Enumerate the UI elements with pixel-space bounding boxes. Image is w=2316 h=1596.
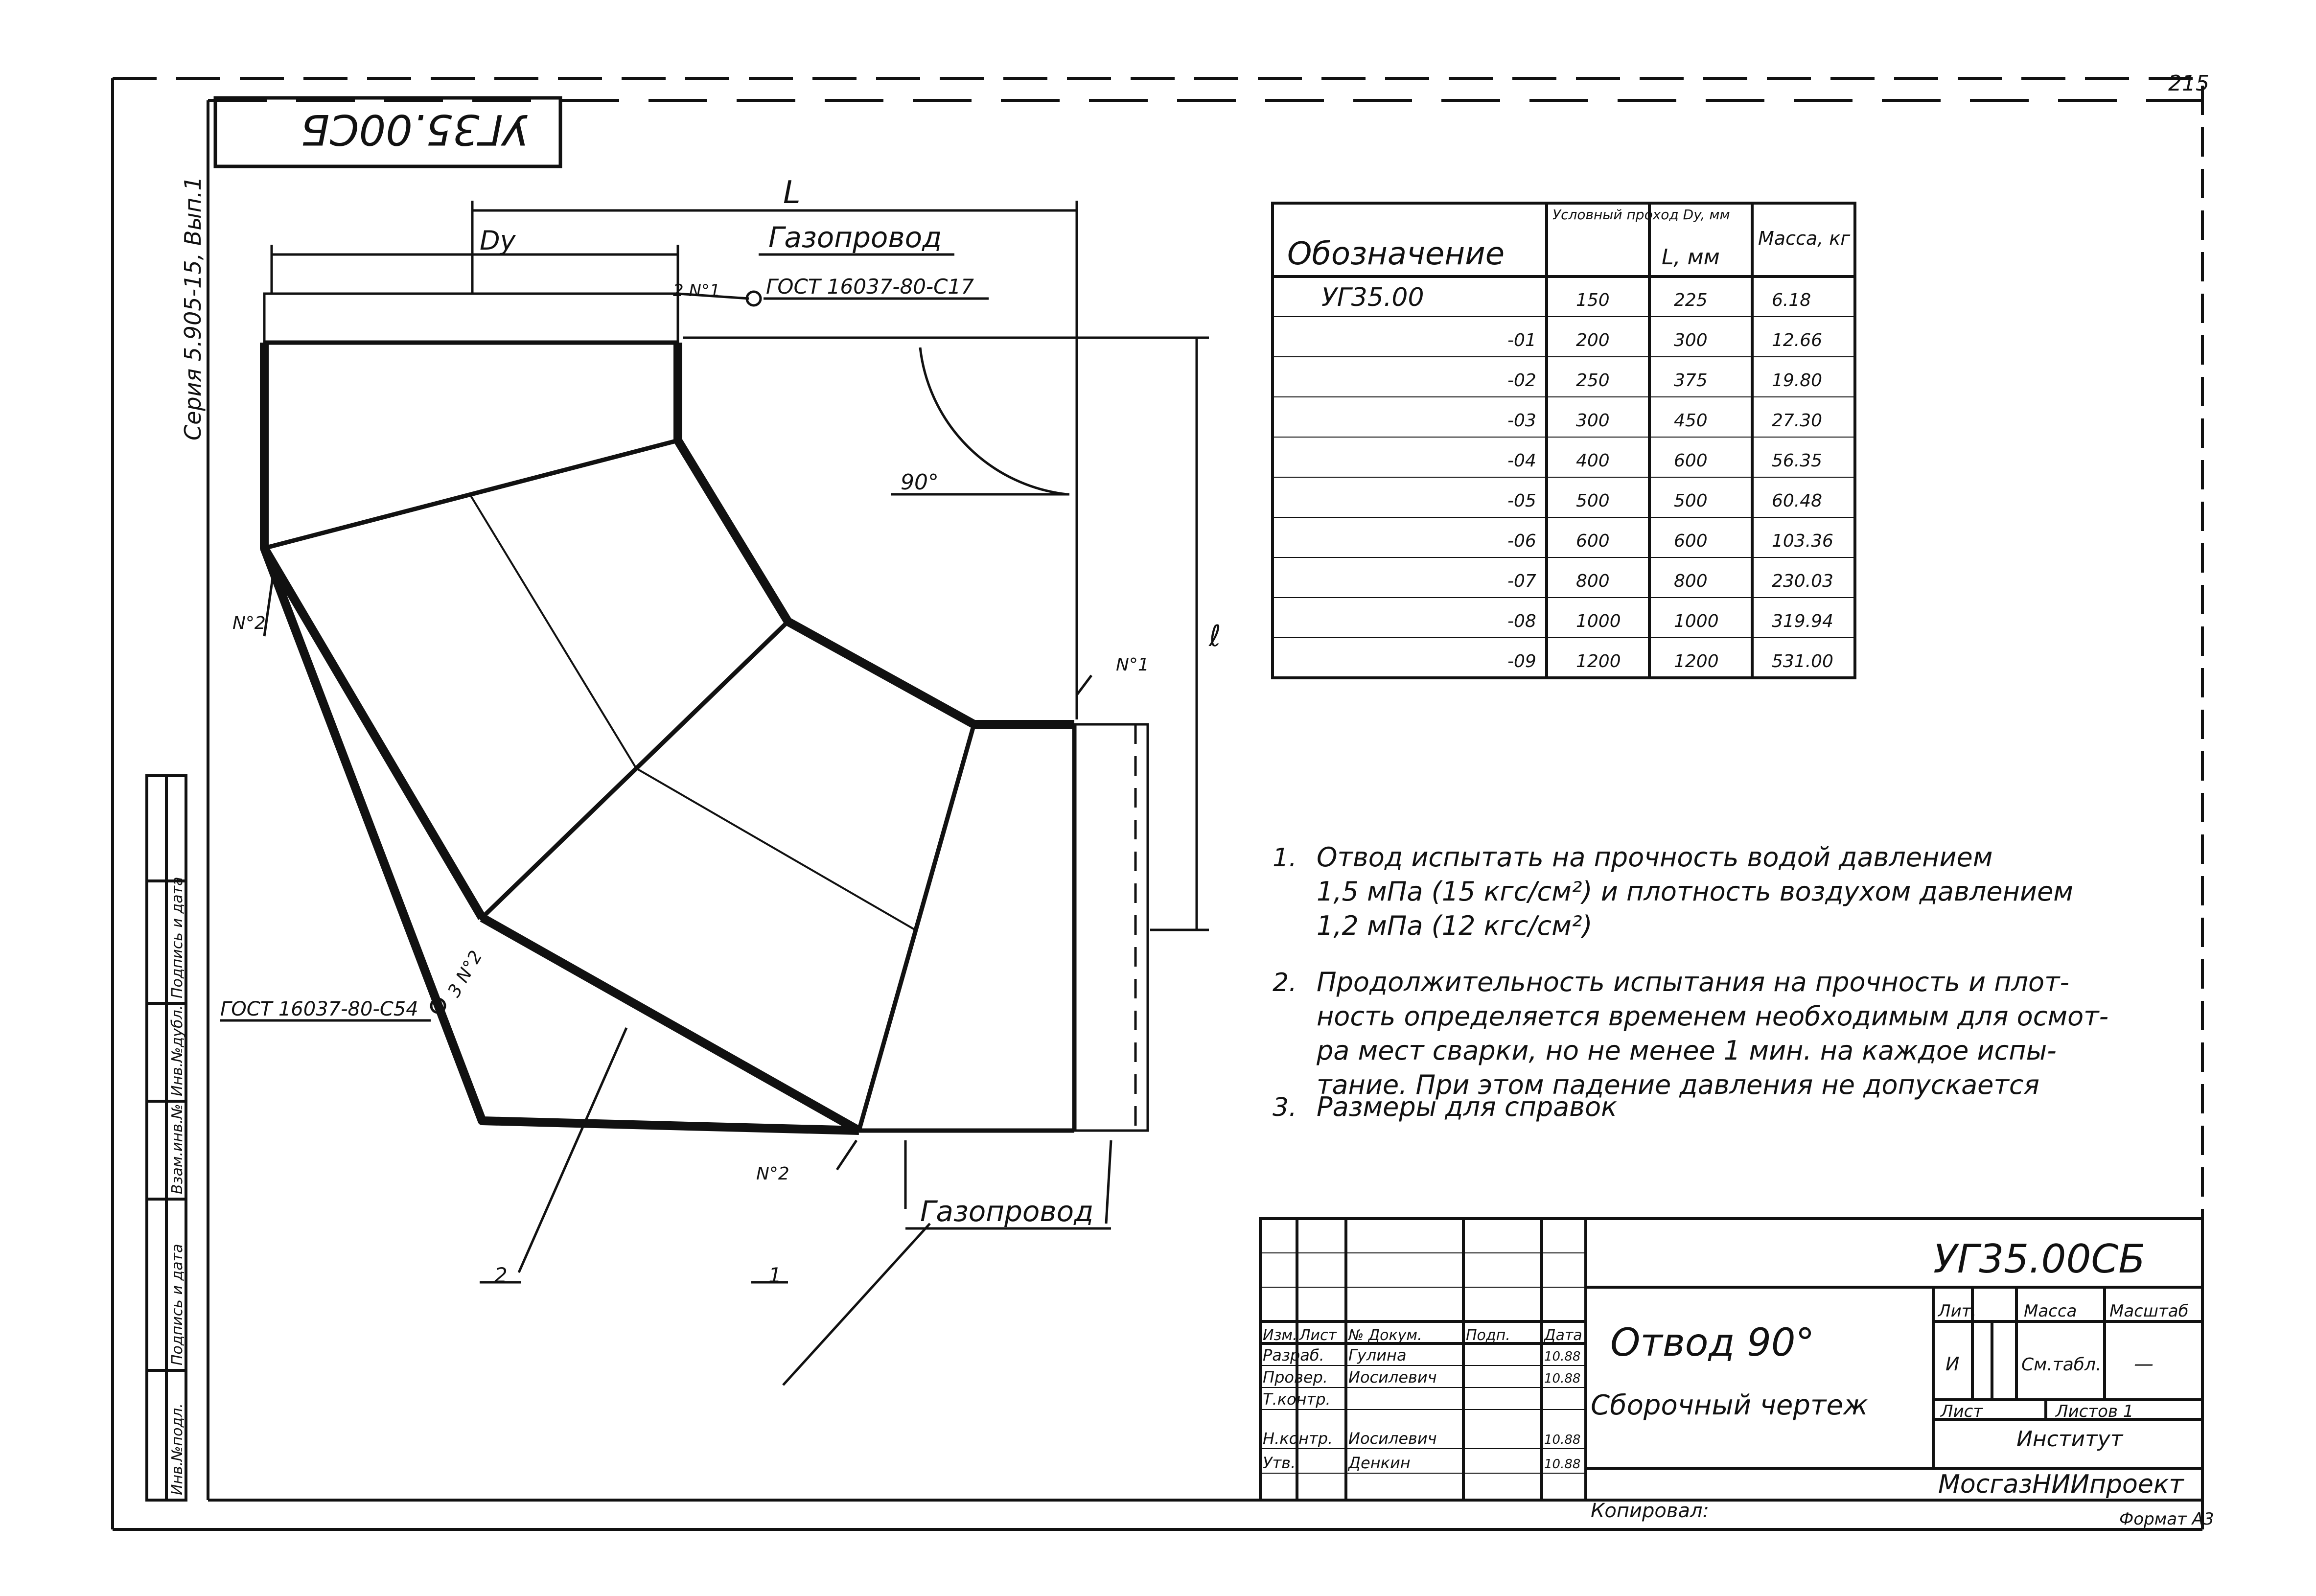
note-line: 1,5 мПа (15 кгс/см²) и плотность воздухом давлением — [1317, 876, 2073, 907]
organization: МосгазНИИпроект — [1938, 1470, 2184, 1499]
position-2-label: 2 — [494, 1263, 508, 1287]
side-stamp-label-2: Подпись и дата — [169, 1244, 186, 1365]
table-cell: -01 — [1507, 330, 1536, 350]
table-cell: 19.80 — [1772, 370, 1823, 391]
table-cell: 27.30 — [1772, 411, 1823, 431]
table-cell: 800 — [1576, 571, 1610, 591]
table-cell: 1200 — [1576, 651, 1621, 671]
table-cell: 225 — [1674, 290, 1708, 310]
col-sign: Подп. — [1466, 1327, 1510, 1344]
table-header-designation: Обозначение — [1287, 236, 1505, 272]
table-cell: 150 — [1576, 290, 1610, 310]
sheet-number: 215 — [2168, 71, 2209, 96]
tb-name: Гулина — [1348, 1346, 1407, 1365]
table-cell: -02 — [1507, 370, 1536, 391]
tb-role: Разраб. — [1263, 1346, 1324, 1365]
rotated-code: УГ35.00СБ — [301, 105, 529, 154]
table-cell: УГ35.00 — [1321, 283, 1424, 312]
title-main: Отвод 90° — [1610, 1321, 1815, 1365]
table-cell: 800 — [1674, 571, 1708, 591]
angle-label: 90° — [901, 470, 939, 495]
mark-n2-bottom-label: N°2 — [756, 1164, 789, 1184]
table-cell: 300 — [1576, 411, 1610, 431]
table-cell: -06 — [1507, 531, 1536, 551]
title-doc-code: УГ35.00СБ — [1933, 1236, 2146, 1282]
table-cell: 60.48 — [1772, 491, 1823, 511]
tb-name: Иосилевич — [1348, 1429, 1437, 1448]
copied-label: Копировал: — [1591, 1500, 1710, 1522]
table-cell: 1000 — [1576, 611, 1621, 631]
pipeline-bottom-label: Газопровод — [920, 1195, 1094, 1228]
side-stamp-label-5: Подпись и дата — [169, 877, 186, 998]
gost-left-label: ГОСТ 16037-80-С54 — [220, 998, 418, 1020]
table-cell: 200 — [1576, 330, 1610, 350]
lit-value: И — [1945, 1353, 1960, 1375]
tb-name: Денкин — [1348, 1454, 1411, 1472]
tb-role: Т.контр. — [1263, 1390, 1331, 1409]
mass-label: Масса — [2024, 1301, 2077, 1321]
lit-label: Лит. — [1938, 1301, 1977, 1321]
sheet-label: Лист — [1941, 1402, 1983, 1421]
tb-name: Иосилевич — [1348, 1368, 1437, 1387]
table-cell: 600 — [1576, 531, 1610, 551]
table-header-l: L, мм — [1662, 245, 1720, 270]
pipeline-top-label: Газопровод — [768, 221, 942, 254]
weld-top-label: 2 N°1 — [673, 281, 720, 301]
table-cell: 450 — [1674, 411, 1708, 431]
tb-date: 10.88 — [1544, 1457, 1581, 1472]
position-1-label: 1 — [768, 1263, 782, 1287]
col-list: Лист — [1299, 1327, 1337, 1344]
table-cell: 1000 — [1674, 611, 1719, 631]
table-cell: 103.36 — [1772, 531, 1833, 551]
table-cell: 500 — [1576, 491, 1610, 511]
side-stamp-label-4: Инв.№дубл. — [169, 1005, 186, 1096]
table-cell: 1200 — [1674, 651, 1719, 671]
format-label: Формат А3 — [2119, 1509, 2214, 1529]
scale-label: Масштаб — [2109, 1301, 2189, 1321]
table-cell: 600 — [1674, 531, 1708, 551]
table-cell: -08 — [1507, 611, 1536, 631]
col-doc: № Докум. — [1348, 1327, 1422, 1344]
table-cell: 531.00 — [1772, 651, 1833, 671]
table-cell: -05 — [1507, 491, 1536, 511]
col-date: Дата — [1544, 1327, 1582, 1344]
table-cell: -04 — [1507, 451, 1536, 471]
tb-date: 10.88 — [1544, 1371, 1581, 1386]
scale-value: — — [2134, 1353, 2154, 1375]
table-cell: 319.94 — [1772, 611, 1833, 631]
note-line: Отвод испытать на прочность водой давлением — [1317, 842, 1993, 873]
note-number: 2. — [1273, 968, 1297, 997]
table-header-mass: Масса, кг — [1758, 228, 1851, 249]
tb-role: Провер. — [1263, 1368, 1328, 1387]
table-cell: -09 — [1507, 651, 1536, 671]
note-number: 3. — [1273, 1093, 1297, 1122]
table-cell: -07 — [1507, 571, 1536, 591]
sheets-label: Листов 1 — [2056, 1402, 2134, 1421]
table-header-dy — [1552, 207, 1730, 223]
dim-label-Dy: Dy — [480, 225, 516, 256]
note-line: Размеры для справок — [1317, 1091, 1617, 1122]
mark-n1-label: N°1 — [1116, 655, 1149, 675]
dim-label-L: L — [783, 175, 801, 211]
note-number: 1. — [1273, 843, 1297, 873]
side-stamp-label-3: Взам.инв.№ — [169, 1104, 186, 1194]
dim-label-l: ℓ — [1209, 619, 1221, 653]
title-sub: Сборочный чертеж — [1591, 1389, 1868, 1421]
tb-date: 10.88 — [1544, 1349, 1581, 1364]
table-cell: 600 — [1674, 451, 1708, 471]
table-cell: 375 — [1674, 370, 1708, 391]
tb-role: Н.контр. — [1263, 1429, 1333, 1448]
table-cell: 250 — [1576, 370, 1610, 391]
weld-left-label: 3 N°2 — [444, 947, 486, 1001]
gost-top-label: ГОСТ 16037-80-С17 — [766, 275, 974, 299]
table-cell: 56.35 — [1772, 451, 1823, 471]
note-line: Продолжительность испытания на прочность и плот- — [1317, 967, 2069, 997]
table-cell: 6.18 — [1772, 290, 1811, 310]
side-stamp-label-1: Инв.№подл. — [169, 1403, 186, 1495]
mark-n2-left-label: N°2 — [232, 613, 266, 633]
note-line: ра мест сварки, но не менее 1 мин. на каждое испы- — [1317, 1035, 2057, 1066]
table-cell: 230.03 — [1772, 571, 1833, 591]
series-label: Серия 5.905-15, Вып.1 — [180, 176, 206, 440]
table-header-dy-text: Условный проход Dy, мм — [1552, 207, 1730, 223]
mass-value: См.табл. — [2021, 1355, 2102, 1375]
institute: Институт — [2016, 1427, 2123, 1452]
table-cell: 400 — [1576, 451, 1610, 471]
table-cell: 12.66 — [1772, 330, 1823, 350]
col-izm: Изм. — [1263, 1327, 1297, 1344]
tb-role: Утв. — [1263, 1454, 1296, 1472]
table-cell: 500 — [1674, 491, 1708, 511]
note-line: тание. При этом падение давления не допускается — [1317, 1069, 2040, 1100]
notes — [1273, 842, 2108, 1122]
tb-date: 10.88 — [1544, 1433, 1581, 1447]
note-line: ность определяется временем необходимым для осмот- — [1317, 1001, 2109, 1032]
table-cell: 300 — [1674, 330, 1708, 350]
table-cell: -03 — [1507, 411, 1536, 431]
note-line: 1,2 мПа (12 кгс/см²) — [1317, 910, 1593, 941]
